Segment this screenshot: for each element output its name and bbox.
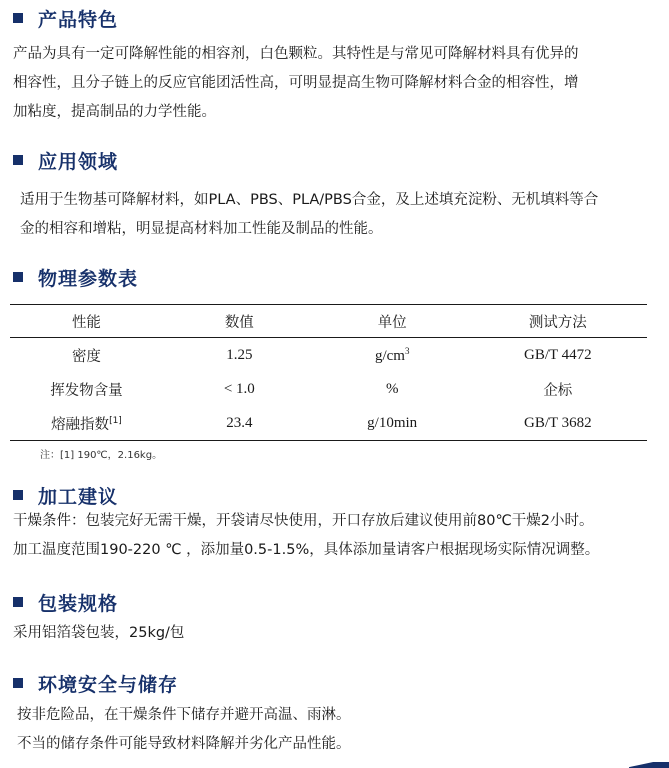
storage-title: 环境安全与储存 [38, 673, 179, 696]
unit-superscript: 3 [404, 345, 410, 356]
table-row [10, 338, 647, 373]
packaging-line: 采用铝箔袋包装，25kg/包 [13, 625, 185, 641]
property-name: 挥发物含量 [50, 382, 123, 399]
corner-decoration [629, 762, 669, 768]
applications-title: 应用领域 [38, 150, 119, 173]
processing-title: 加工建议 [38, 485, 119, 508]
heading-square-icon [13, 13, 23, 23]
storage-paragraph [17, 701, 351, 759]
applications-heading [13, 147, 118, 173]
table-cell-property [10, 372, 163, 406]
table-cell-method: 企标 [543, 382, 573, 399]
table-cell-property [10, 406, 163, 441]
table-cell-method: GB/T 4472 [523, 346, 592, 363]
features-paragraph [13, 40, 579, 127]
features-line: 相容性，且分子链上的反应官能团活性高，可明显提高生物可降解材料合金的相容性，增 [13, 75, 579, 91]
unit-text: % [385, 380, 399, 397]
storage-line: 不当的储存条件可能导致材料降解并劣化产品性能。 [17, 736, 351, 752]
properties-table [10, 304, 647, 441]
heading-square-icon [13, 272, 23, 282]
processing-line: 干燥条件：包装完好无需干燥，开袋请尽快使用，开口存放后建议使用前80℃干燥2小时。 [13, 513, 594, 529]
features-line: 产品为具有一定可降解性能的相容剂，白色颗粒。其特性是与常见可降解材料具有优异的 [13, 46, 579, 62]
unit-text: g/10min [367, 414, 418, 431]
table-row [10, 372, 647, 406]
table-header-cell: 数值 [163, 305, 316, 338]
table-row [10, 406, 647, 441]
table-cell-method: GB/T 3682 [469, 406, 647, 441]
properties-title: 物理参数表 [38, 267, 139, 290]
features-heading [13, 5, 118, 31]
processing-line: 加工温度范围190-220 ℃ ，添加量0.5-1.5%，具体添加量请客户根据现场实际情况调整。 [13, 542, 600, 558]
packaging-paragraph [13, 619, 184, 648]
features-line: 加粘度，提高制品的力学性能。 [13, 104, 216, 120]
table-cell-property [10, 338, 163, 373]
storage-line: 按非危险品，在干燥条件下储存并避开高温、雨淋。 [17, 707, 351, 723]
table-footnote: 注：[1] 190℃，2.16kg。 [40, 450, 163, 461]
packaging-heading [13, 589, 118, 615]
heading-square-icon [13, 597, 23, 607]
storage-heading [13, 670, 178, 696]
unit-text: g/cm [374, 347, 405, 364]
footnote-ref: [1] [109, 415, 122, 426]
heading-square-icon [13, 155, 23, 165]
table-header-cell: 测试方法 [469, 305, 647, 338]
table-cell-unit [316, 372, 469, 406]
applications-paragraph [20, 186, 598, 244]
table-cell-unit [316, 406, 469, 441]
applications-line: 金的相容和增粘，明显提高材料加工性能及制品的性能。 [20, 221, 383, 237]
table-header-cell: 单位 [316, 305, 469, 338]
property-name: 密度 [71, 348, 101, 365]
table-header-cell: 性能 [10, 305, 163, 338]
table-cell-value: 23.4 [163, 406, 316, 441]
processing-paragraph [13, 507, 599, 565]
table-cell-value: 1.25 [226, 346, 253, 363]
table-cell-value: < 1.0 [223, 380, 255, 397]
applications-line: 适用于生物基可降解材料，如PLA、PBS、PLA/PBS合金，及上述填充淀粉、无机填料等合 [20, 192, 599, 208]
heading-square-icon [13, 678, 23, 688]
property-name: 熔融指数 [51, 416, 110, 433]
packaging-title: 包装规格 [38, 592, 119, 615]
features-title: 产品特色 [38, 8, 119, 31]
properties-heading [13, 264, 138, 290]
processing-heading [13, 482, 118, 508]
table-cell-unit [316, 338, 469, 373]
table-header-row [10, 305, 647, 338]
heading-square-icon [13, 490, 23, 500]
